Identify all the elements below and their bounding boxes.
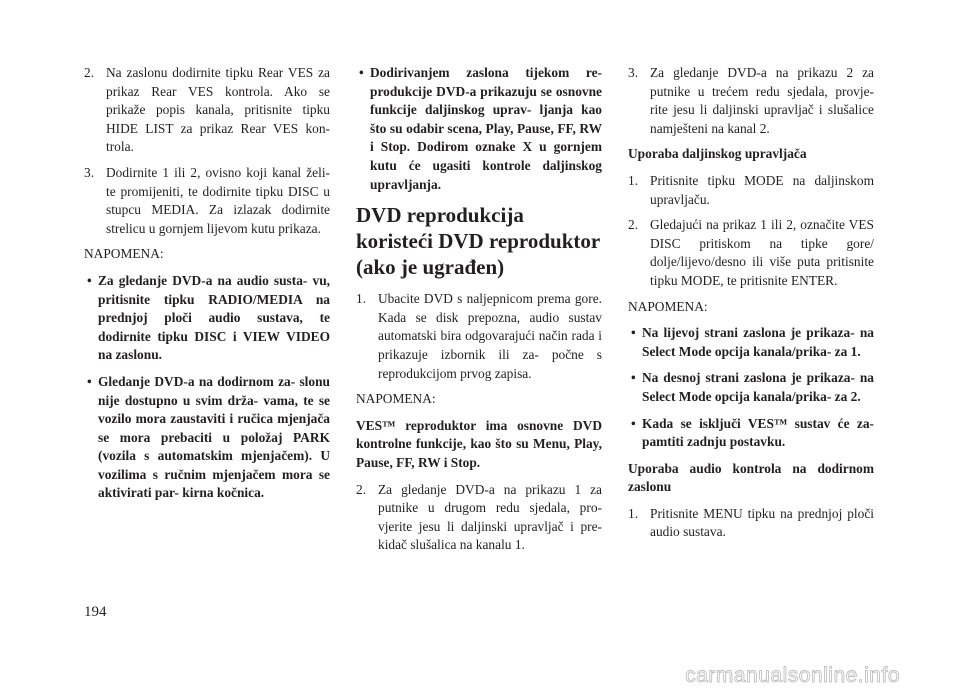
list-item bbox=[628, 216, 874, 290]
column-right bbox=[628, 64, 874, 549]
bullet-dot: • bbox=[631, 325, 636, 341]
list-number: 2. bbox=[356, 481, 367, 497]
subheading: Uporaba daljinskog upravljača bbox=[628, 146, 807, 162]
list-text: Za gledanje DVD-a na prikazu 1 za putnike u drugom redu sjedala, pro- vjerite jesu li daljinski upravljač i pre- kidač slušalica na kanalu 1. bbox=[378, 481, 602, 553]
list-text: Pritisnite MENU tipku na prednjoj ploči audio sustava. bbox=[650, 505, 874, 540]
note-label: NAPOMENA: bbox=[356, 391, 436, 407]
bullet-dot: • bbox=[87, 373, 92, 389]
note-text: VES™ reproduktor ima osnovne DVD kontrolne funkcije, kao što su Menu, Play, Pause, FF, RW i Stop. bbox=[356, 417, 602, 470]
bullet-item bbox=[628, 369, 874, 406]
list-item bbox=[356, 290, 602, 383]
list-number: 3. bbox=[84, 164, 95, 180]
note-label: NAPOMENA: bbox=[84, 246, 164, 262]
section-heading: DVD reprodukcija koristeći DVD reproduktor (ako je ugrađen) bbox=[356, 203, 600, 280]
subheading: Uporaba audio kontrola na dodirnom zaslonu bbox=[628, 460, 874, 495]
list-text: Gledajući na prikaz 1 ili 2, označite VES DISC pritiskom na tipke gore/ dolje/lijevo/desno ili više puta pritisnite tipku MODE, te pritisnite ENTER. bbox=[650, 217, 874, 288]
bullet-text: Kada se isključi VES™ sustav će za- pamtiti zadnju postavku. bbox=[642, 415, 874, 450]
bullet-item bbox=[628, 324, 874, 361]
note-label: NAPOMENA: bbox=[628, 298, 708, 314]
list-text: Za gledanje DVD-a na prikazu 2 za putnike u trećem redu sjedala, provje- rite jesu li daljinski upravljač i slušalice namješteni na kanal 2. bbox=[650, 65, 874, 136]
list-number: 3. bbox=[628, 65, 639, 80]
bullet-item bbox=[84, 373, 330, 503]
bullet-dot: • bbox=[87, 272, 92, 288]
column-middle bbox=[356, 64, 602, 562]
bullet-item bbox=[356, 64, 602, 194]
column-left bbox=[84, 64, 330, 511]
list-number: 1. bbox=[628, 505, 639, 521]
bullet-text: Na lijevoj strani zaslona je prikaza- na Select Mode opcija kanala/prika- za 1. bbox=[642, 325, 874, 359]
watermark: carmanualsonline.info bbox=[685, 664, 900, 687]
list-text: Dodirnite 1 ili 2, ovisno koji kanal želi- te promijeniti, te dodirnite tipku DISC u stupcu MEDIA. Za izlazak dodirnite strelicu u gornjem lijevom kutu prikaza. bbox=[106, 164, 330, 236]
bullet-text: Dodirivanjem zaslona tijekom re- produkcije DVD-a prikazuju se osnovne funkcije daljinskog uprav- ljanja kao što su odabir scena, Play, Pause, FF, RW i Stop. Dodirom oznake X u gornjem kutu će ugasiti kontrole daljinskog upravljanja. bbox=[370, 65, 602, 192]
list-number: 1. bbox=[628, 172, 639, 188]
bullet-text: Gledanje DVD-a na dodirnom za- slonu nije dostupno u svim drža- vama, te se vozilo mora zaustaviti i ručica mjenjača se mora prebaciti u položaj PARK (vozila s automatskim mjenjačem). U vozilima s ručnim mjenjačem mora se aktivirati par- kirna kočnica. bbox=[98, 373, 330, 501]
page-number: 194 bbox=[84, 604, 107, 620]
list-item bbox=[628, 64, 874, 138]
list-number: 1. bbox=[356, 291, 367, 307]
bullet-dot: • bbox=[631, 415, 636, 431]
bullet-dot: • bbox=[631, 370, 636, 386]
list-item bbox=[356, 481, 602, 555]
list-item bbox=[628, 505, 874, 542]
list-text: Ubacite DVD s naljepnicom prema gore. Kada se disk prepozna, audio sustav automatski bira odgovarajući način rada i prikazuje izbornik ili za- počne s reprodukcijom prvog zapisa. bbox=[378, 291, 602, 381]
bullet-dot: • bbox=[359, 65, 364, 80]
bullet-text: Za gledanje DVD-a na audio susta- vu, pritisnite tipku RADIO/MEDIA na prednjoj ploči audio sustava, te dodirnite tipku DISC i VIEW VIDEO na zaslonu. bbox=[98, 272, 330, 363]
list-item bbox=[84, 64, 330, 157]
list-number: 2. bbox=[84, 65, 95, 80]
bullet-item bbox=[628, 415, 874, 452]
list-text: Pritisnite tipku MODE na daljinskom upravljaču. bbox=[650, 172, 874, 207]
list-number: 2. bbox=[628, 217, 639, 233]
bullet-item bbox=[84, 272, 330, 365]
list-text: Na zaslonu dodirnite tipku Rear VES za prikaz Rear VES kontrola. Ako se prikaže popis kanala, pritisnite tipku HIDE LIST za prikaz Rear VES kon- trola. bbox=[106, 65, 330, 155]
list-item bbox=[628, 172, 874, 209]
list-item bbox=[84, 164, 330, 238]
bullet-text: Na desnoj strani zaslona je prikaza- na Select Mode opcija kanala/prika- za 2. bbox=[642, 370, 874, 404]
